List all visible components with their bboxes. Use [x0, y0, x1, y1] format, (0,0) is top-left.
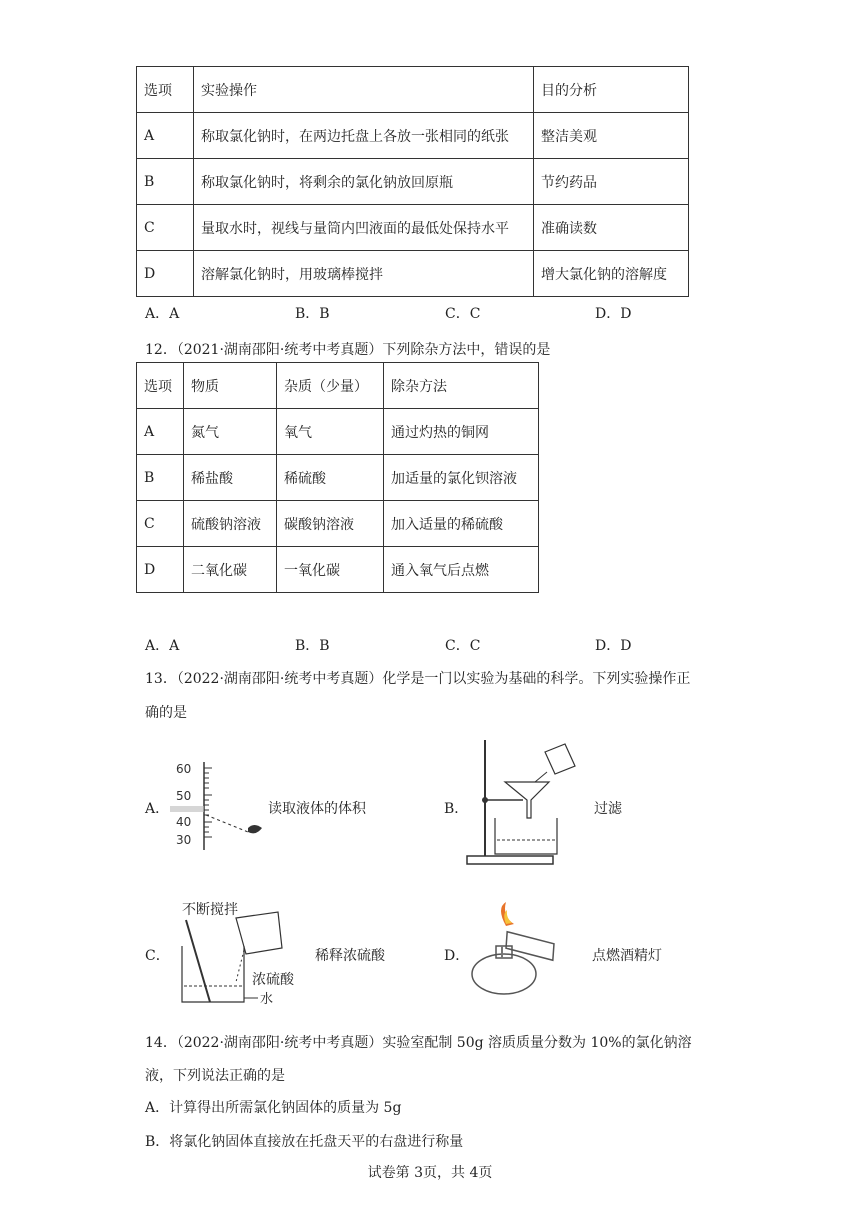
- table-cell: 准确读数: [534, 205, 689, 251]
- table-cell: 整洁美观: [534, 113, 689, 159]
- q14-stem-line1: 14．（2022·湖南邵阳·统考中考真题）实验室配制 50g 溶质质量分数为 10%的氯化钠溶: [145, 1035, 692, 1051]
- q12-table: [136, 362, 539, 593]
- table-cell: C: [137, 501, 184, 547]
- table-cell: 量取水时，视线与量筒内凹液面的最低处保持水平: [194, 205, 534, 251]
- table-row: [137, 455, 539, 501]
- table-cell: 除杂方法: [384, 363, 539, 409]
- table-row: [137, 113, 689, 159]
- table-cell: 称取氯化钠时，在两边托盘上各放一张相同的纸张: [194, 113, 534, 159]
- stir-label: 不断搅拌: [182, 902, 238, 918]
- table-cell: 增大氯化钠的溶解度: [534, 251, 689, 297]
- option-d[interactable]: D．D: [595, 306, 632, 322]
- acid-dilution-figure: [174, 890, 304, 1010]
- eye-icon: [248, 825, 262, 833]
- table-row: [137, 205, 689, 251]
- table-cell: 节约药品: [534, 159, 689, 205]
- table-cell: 物质: [184, 363, 277, 409]
- table-cell: 硫酸钠溶液: [184, 501, 277, 547]
- q12-stem: 12．（2021·湖南邵阳·统考中考真题）下列除杂方法中，错误的是: [145, 342, 551, 358]
- option-d[interactable]: D．D: [595, 638, 632, 654]
- table-row: [137, 501, 539, 547]
- table-row: [137, 159, 689, 205]
- q13-choice-b-letter[interactable]: B．: [444, 801, 469, 817]
- q14-option-b[interactable]: B．将氯化钠固体直接放在托盘天平的右盘进行称量: [145, 1134, 464, 1150]
- table-cell: 加入适量的稀硫酸: [384, 501, 539, 547]
- table-cell: D: [137, 547, 184, 593]
- tick-label: 60: [176, 762, 192, 776]
- q14-stem-line2: 液，下列说法正确的是: [145, 1068, 285, 1084]
- option-c[interactable]: C．C: [445, 306, 481, 322]
- q13-choice-d-caption: 点燃酒精灯: [592, 948, 662, 964]
- q13-choice-a-letter[interactable]: A．: [145, 801, 170, 817]
- q14-option-a[interactable]: A．计算得出所需氯化钠固体的质量为 5g: [145, 1100, 402, 1116]
- filtration-apparatus-figure: [463, 738, 593, 868]
- alcohol-lamp-figure: [466, 898, 576, 1003]
- table-row: [137, 251, 689, 297]
- option-a[interactable]: A．A: [145, 638, 180, 654]
- table-cell: 目的分析: [534, 67, 689, 113]
- water-label: 水: [260, 992, 274, 1007]
- tick-label: 30: [176, 833, 192, 847]
- table-cell: D: [137, 251, 194, 297]
- q13-stem-line1: 13．（2022·湖南邵阳·统考中考真题）化学是一门以实验为基础的科学。下列实验操作正: [145, 671, 691, 687]
- table-cell: 通入氧气后点燃: [384, 547, 539, 593]
- table-cell: 称取氯化钠时，将剩余的氯化钠放回原瓶: [194, 159, 534, 205]
- page-footer: 试卷第 3页，共 4页: [367, 1165, 493, 1181]
- option-c[interactable]: C．C: [445, 638, 481, 654]
- tick-label: 50: [176, 789, 192, 803]
- table-cell: 二氧化碳: [184, 547, 277, 593]
- table-cell: 稀硫酸: [277, 455, 384, 501]
- q13-choice-b-caption: 过滤: [594, 801, 622, 817]
- tick-label: 40: [176, 815, 192, 829]
- table-cell: 稀盐酸: [184, 455, 277, 501]
- table-header-row: [137, 363, 539, 409]
- table-cell: 通过灼热的铜网: [384, 409, 539, 455]
- table-cell: 氮气: [184, 409, 277, 455]
- table-cell: 选项: [137, 67, 194, 113]
- graduated-cylinder-figure: [170, 760, 270, 855]
- option-b[interactable]: B．B: [295, 306, 330, 322]
- option-b[interactable]: B．B: [295, 638, 330, 654]
- table-row: [137, 547, 539, 593]
- table-row: [137, 409, 539, 455]
- q13-choice-d-letter[interactable]: D．: [444, 948, 470, 964]
- table-cell: 加适量的氯化钡溶液: [384, 455, 539, 501]
- table-cell: 选项: [137, 363, 184, 409]
- table-cell: B: [137, 159, 194, 205]
- q13-stem-line2: 确的是: [145, 705, 187, 721]
- table-cell: B: [137, 455, 184, 501]
- table-cell: A: [137, 113, 194, 159]
- q13-choice-c-letter[interactable]: C．: [145, 948, 170, 964]
- table-cell: 溶解氯化钠时，用玻璃棒搅拌: [194, 251, 534, 297]
- q13-choice-a-caption: 读取液体的体积: [268, 801, 366, 817]
- table-cell: A: [137, 409, 184, 455]
- option-a[interactable]: A．A: [145, 306, 180, 322]
- table-cell: C: [137, 205, 194, 251]
- q11-options: [145, 303, 745, 325]
- table-cell: 一氧化碳: [277, 547, 384, 593]
- table-cell: 氧气: [277, 409, 384, 455]
- q13-choice-c-caption: 稀释浓硫酸: [315, 948, 385, 964]
- q12-options: [145, 635, 745, 657]
- acid-label: 浓硫酸: [252, 972, 294, 988]
- table-cell: 实验操作: [194, 67, 534, 113]
- q11-table: [136, 66, 689, 297]
- table-cell: 杂质（少量）: [277, 363, 384, 409]
- table-header-row: [137, 67, 689, 113]
- table-cell: 碳酸钠溶液: [277, 501, 384, 547]
